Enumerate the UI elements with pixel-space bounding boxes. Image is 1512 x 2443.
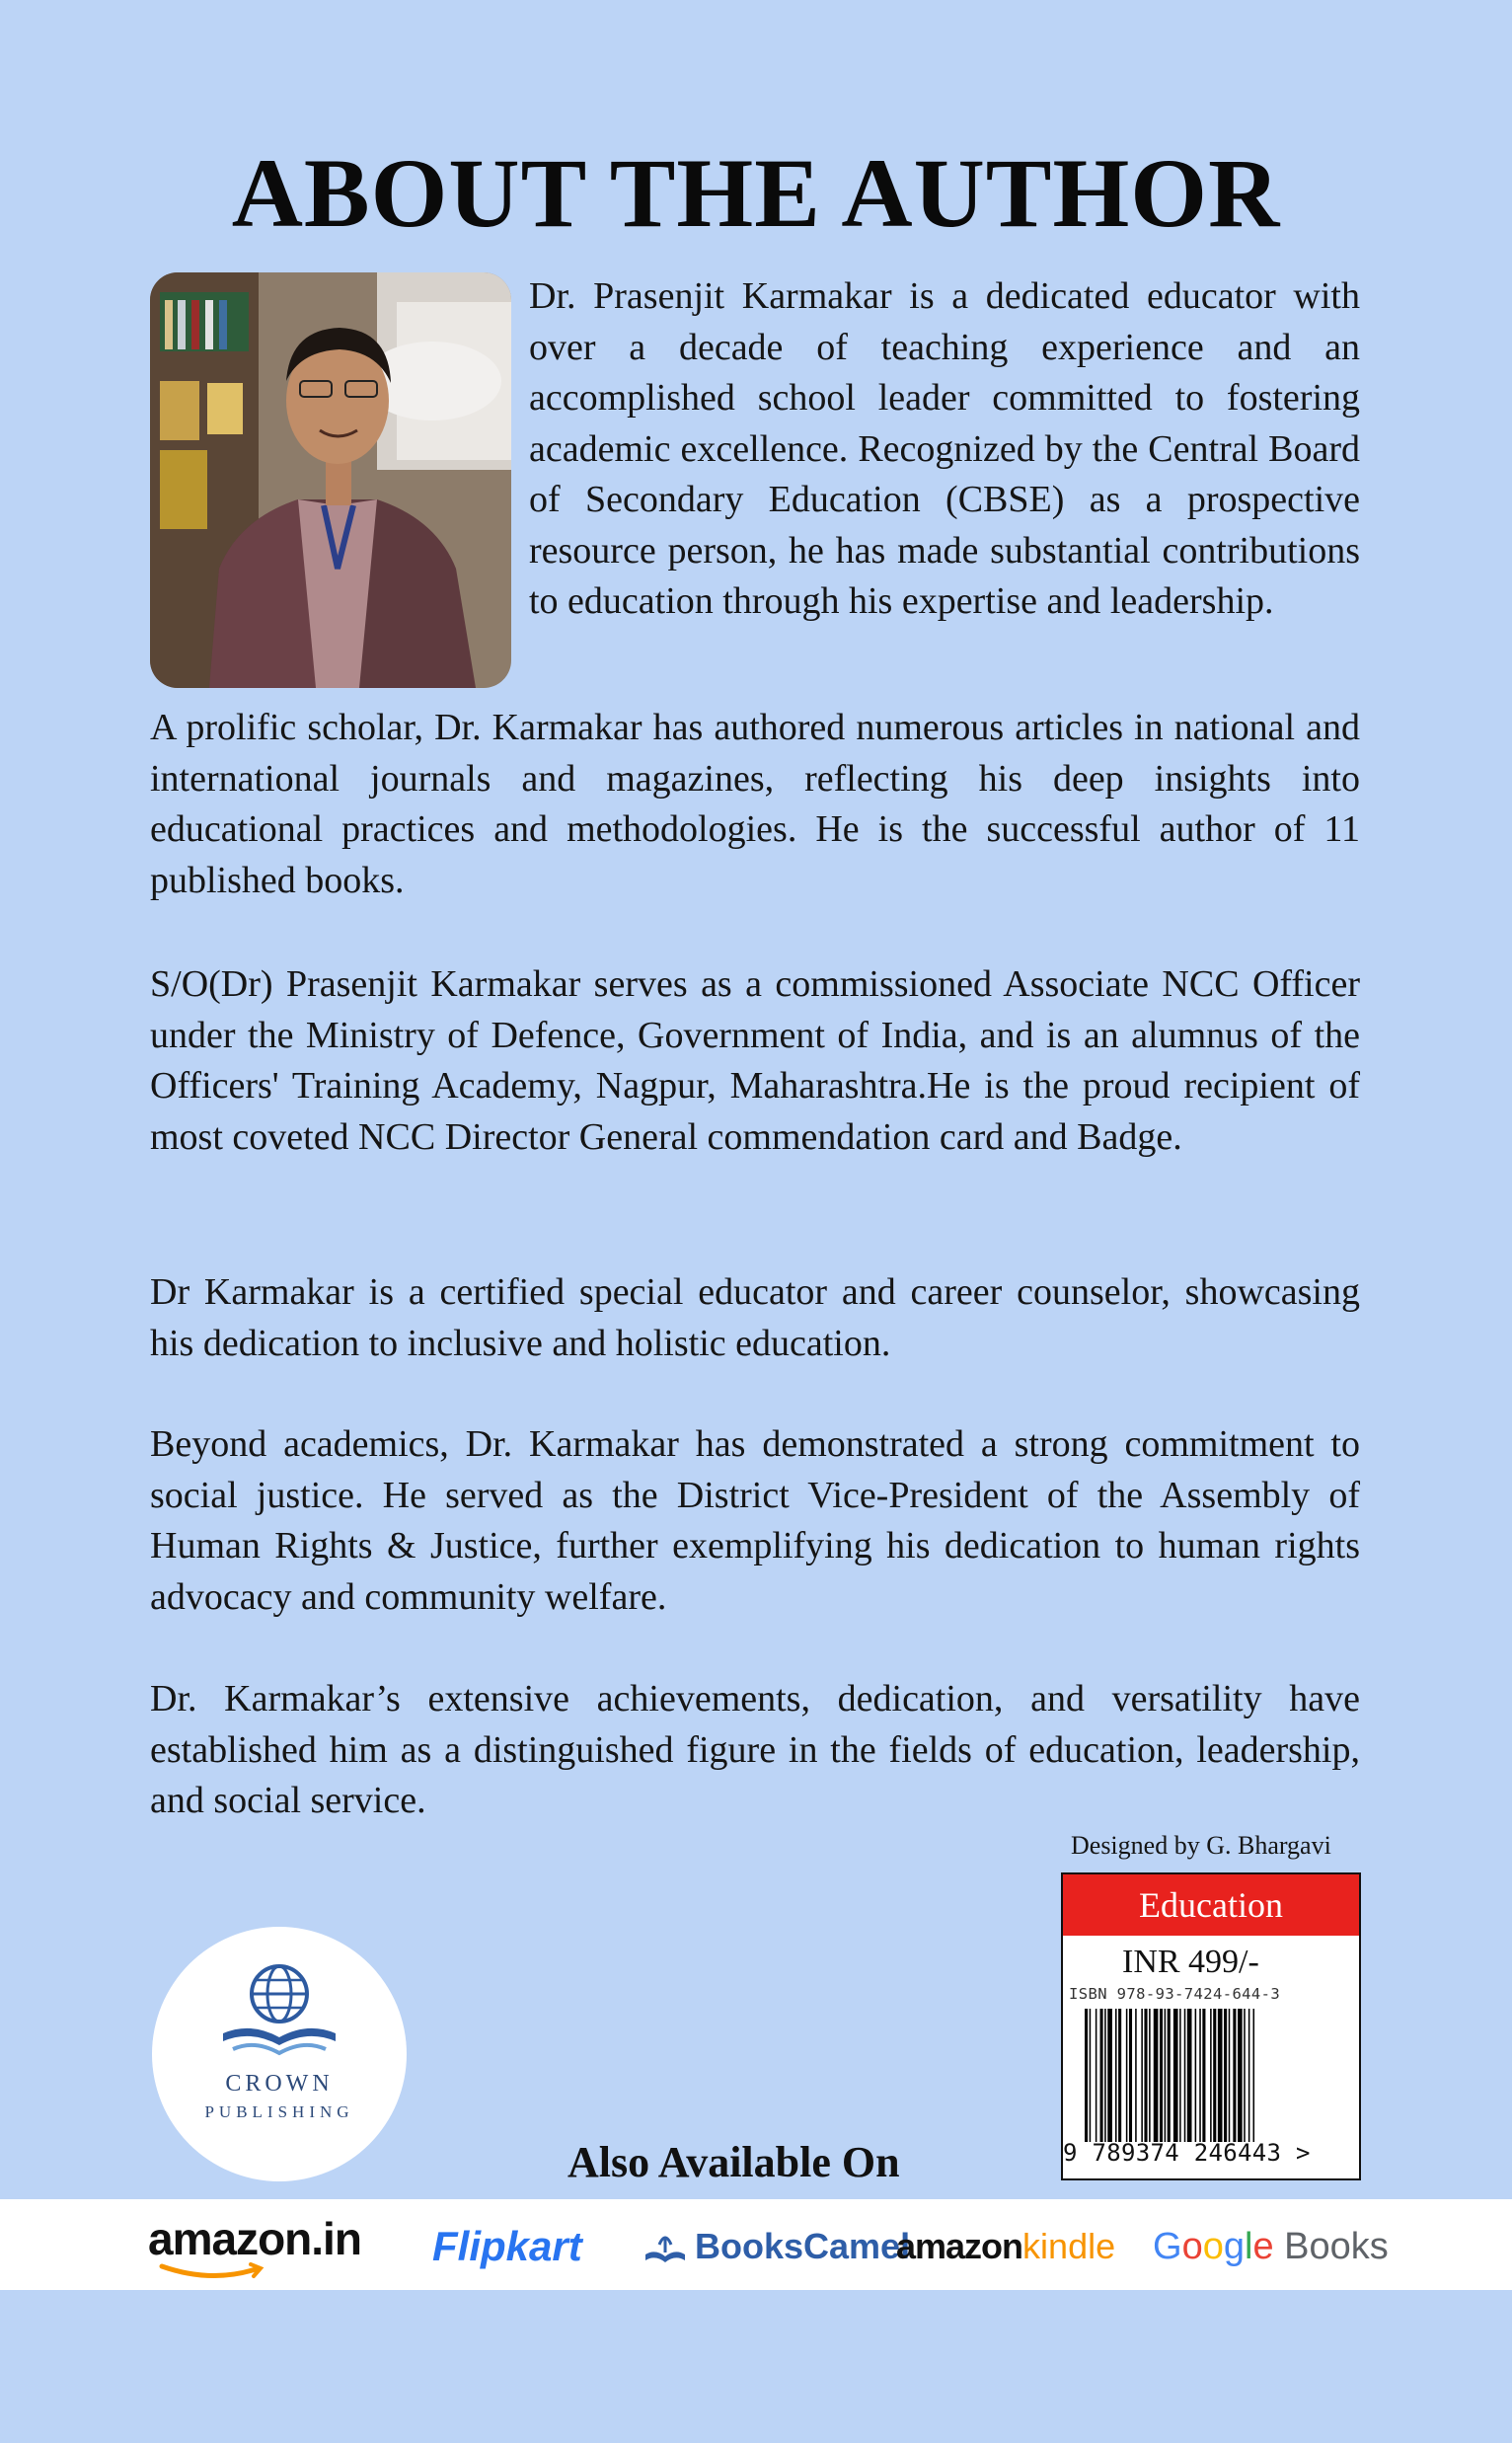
globe-book-icon [152,1927,407,2075]
also-available-label: Also Available On [567,2138,900,2186]
price-label: INR 499/- [1122,1944,1259,1980]
amazon-logo[interactable] [148,2209,361,2268]
open-book-icon [642,2227,689,2266]
barcode-bar [1253,2009,1255,2142]
barcode-bar [1168,2009,1171,2142]
barcode-bar [1238,2009,1243,2142]
barcode [1085,2009,1343,2142]
amazon-wordmark: amazon.in [148,2213,361,2264]
barcode-bar [1229,2009,1231,2142]
bookscamel-logo[interactable] [642,2217,910,2276]
barcode-bar [1135,2009,1137,2142]
page-title: ABOUT THE AUTHOR [231,138,1281,248]
bio-paragraph-educator: Dr Karmakar is a certified special educator and career counselor, showcasing his dedication to inclusive and holistic education. [150,1271,1360,1364]
bio-paragraph-summary: Dr. Karmakar’s extensive achievements, dedication, and versatility have established him as a distinguished figure in the fields of education, leadership, and social service. [150,1678,1360,1821]
barcode-bar [1184,2009,1186,2142]
barcode-bar [1126,2009,1128,2142]
publisher-name: CROWN [225,2071,334,2097]
author-photo [150,272,511,688]
barcode-bar [1144,2009,1147,2142]
retailer-strip [0,2199,1512,2290]
barcode-bar [1100,2009,1103,2142]
barcode-bar [1195,2009,1197,2142]
barcode-bar [1118,2009,1121,2142]
barcode-bar [1141,2009,1143,2142]
barcode-bar [1218,2009,1223,2142]
barcode-bar [1210,2009,1212,2142]
barcode-bar [1160,2009,1163,2142]
barcode-bar [1224,2009,1227,2142]
barcode-bar [1107,2009,1112,2142]
bio-paragraph-scholar: A prolific scholar, Dr. Karmakar has authored numerous articles in national and international journals and magazines, reflecting his deep insights into educational practices and methodologies. He is the successful author of 11 published books. [150,707,1360,901]
isbn-number: ISBN 978-93-7424-644-3 [1069,1985,1281,2003]
barcode-bar [1248,2009,1250,2142]
barcode-bar [1090,2009,1092,2142]
publisher-subtitle: PUBLISHING [204,2102,354,2121]
barcode-bar [1104,2009,1106,2142]
kindle-logo[interactable] [896,2217,1115,2276]
barcode-bar [1202,2009,1205,2142]
barcode-bar [1165,2009,1167,2142]
kindle-amazon-part: amazon [896,2226,1023,2266]
barcode-bar [1149,2009,1151,2142]
barcode-bar [1115,2009,1117,2142]
barcode-bar [1213,2009,1216,2142]
barcode-bar [1244,2009,1246,2142]
barcode-bar [1187,2009,1192,2142]
barcode-digits: 9 789374 246443 > [1063,2139,1311,2167]
barcode-bar [1173,2009,1178,2142]
google-books-logo[interactable] [1153,2217,1389,2276]
barcode-bar [1199,2009,1201,2142]
barcode-bar [1085,2009,1088,2142]
barcode-bar [1233,2009,1236,2142]
designer-credit: Designed by G. Bhargavi [1071,1831,1331,1860]
flipkart-logo[interactable]: Flipkart [432,2223,582,2269]
amazon-smile-icon [158,2262,266,2282]
bio-paragraph-ncc: S/O(Dr) Prasenjit Karmakar serves as a commissioned Associate NCC Officer under the Ministry of Defence, Government of India, and is an alumnus of the Officers' Training Academy, Nagpur, Maharashtra.He is the proud recipient of most coveted NCC Director General commendation card and Badge. [150,963,1360,1158]
barcode-bar [1096,2009,1097,2142]
bio-paragraph-social-justice: Beyond academics, Dr. Karmakar has demonstrated a strong commitment to social justice. He served as the District Vice-President of the Assembly of Human Rights & Justice, further exemplifying his dedication to human rights advocacy and community welfare. [150,1423,1360,1618]
barcode-bar [1129,2009,1132,2142]
barcode-bar [1154,2009,1159,2142]
category-label: Education [1063,1874,1359,1936]
bio-paragraph-intro: Dr. Prasenjit Karmakar is a dedicated educator with over a decade of teaching experience and an accomplished school leader committed to fostering academic excellence. Recognized by the Central Board of Secondary Education (CBSE) as a prospective resource person, he has made substantial contributions to education through his expertise and leadership. [529,275,1360,622]
kindle-part: kindle [1022,2226,1116,2266]
isbn-block [1061,1872,1361,2180]
barcode-bar [1179,2009,1181,2142]
google-wordmark: Google [1153,2225,1274,2267]
publisher-logo [152,1927,407,2181]
books-wordmark: Books [1273,2225,1389,2267]
bookscamel-wordmark: BooksCamel [695,2226,911,2266]
